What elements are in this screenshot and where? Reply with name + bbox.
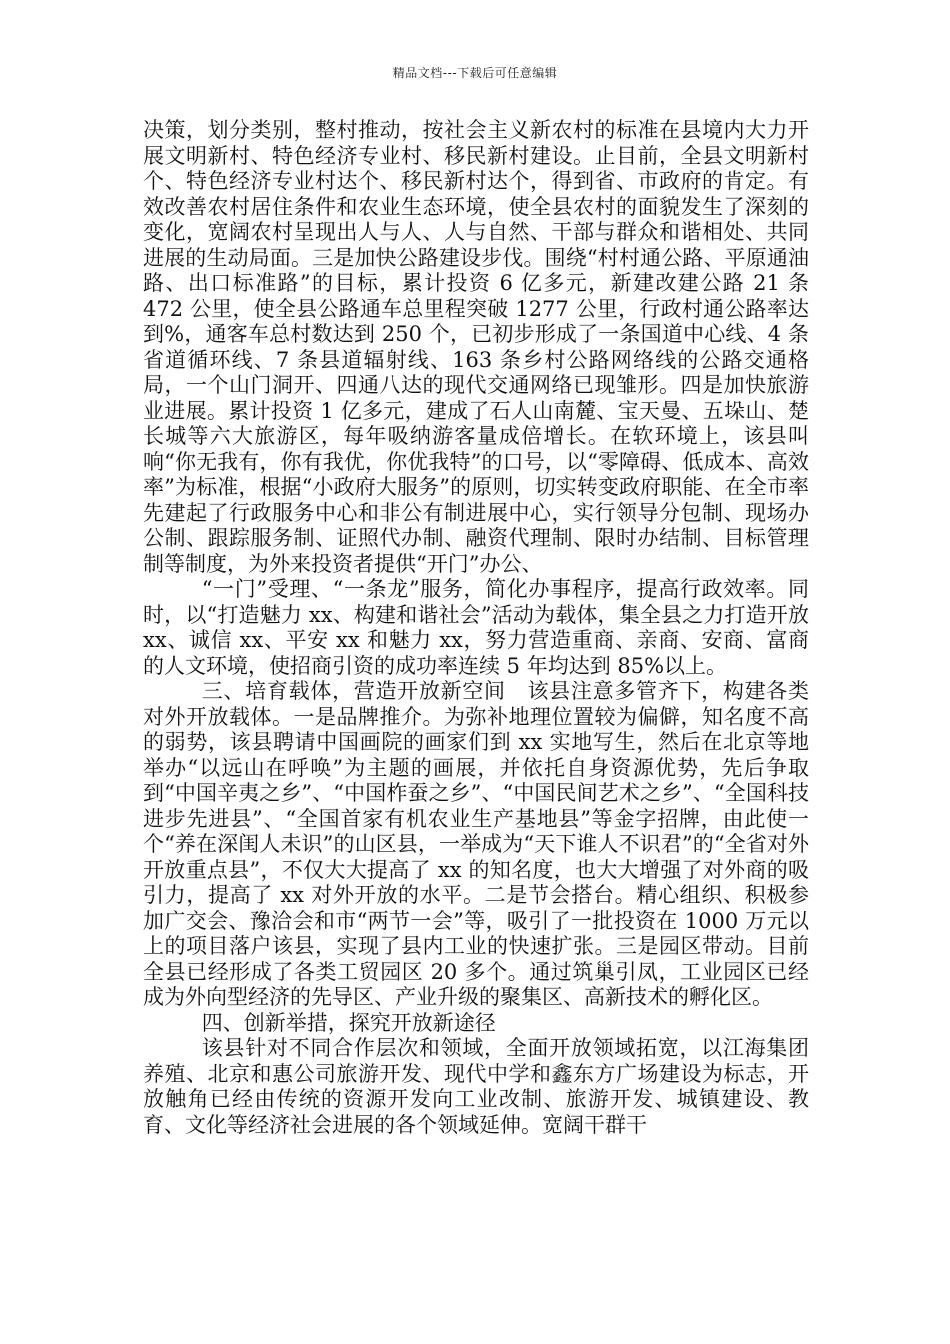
paragraph: 该县针对不同合作层次和领域，全面开放领域拓宽，以江海集团养殖、北京和惠公司旅游开发、现代中学和鑫东方广场建设为标志，开放触角已经由传统的资源开发向工业改制、旅游开发、城镇建设、教育、文化等经济社会进展的各个领域延伸。宽阔干群干: [143, 1036, 809, 1137]
paragraph: 决策，划分类别，整村推动，按社会主义新农村的标准在县境内大力开展文明新村、特色经济专业村、移民新村建设。止目前，全县文明新村个、特色经济专业村达个、移民新村达个，得到省、市政府的肯定。有效改善农村居住条件和农业生态环境，使全县农村的面貌发生了深刻的变化，宽阔农村呈现出人与人、人与自然、干部与群众和谐相处、共同进展的生动局面。三是加快公路建设步伐。围绕“村村通公路、平原通油路、出口标准路”的目标，累计投资 6 亿多元，新建改建公路 21 条 472 公里，使全县公路通车总里程突破 1277 公里，行政村通公路率达到%，通客车总村数达到 250 个，已初步形成了一条国道中心线、4 条省道循环线、7 条县道辐射线、163 条乡村公路网络线的公路交通格局，一个山门洞开、四通八达的现代交通网络已现雏形。四是加快旅游业进展。累计投资 1 亿多元，建成了石人山南麓、宝天曼、五垛山、楚长城等六大旅游区，每年吸纳游客量成倍增长。在软环境上，该县叫响“你无我有，你有我优，你优我特”的口号，以“零障碍、低成本、高效率”为标准，根据“小政府大服务”的原则，切实转变政府职能、在全市率先建起了行政服务中心和非公有制进展中心，实行领导分包制、现场办公制、跟踪服务制、证照代办制、融资代理制、限时办结制、目标管理制等制度，为外来投资者提供“开门”办公、: [143, 118, 809, 576]
section-heading: 四、创新举措，探究开放新途径: [201, 1010, 496, 1035]
paragraph: “一门”受理、“一条龙”服务，简化办事程序，提高行政效率。同时，以“打造魅力 xx、构建和谐社会”活动为载体，集全县之力打造开放 xx、诚信 xx、平安 xx 和魅力 xx，努力营造重商、亲商、安商、富商的人文环境，使招商引资的成功率连续 5 年均达到 85%以上。: [143, 577, 809, 678]
document-body: [143, 118, 809, 1138]
section-paragraph: 三、培育载体，营造开放新空间 该县注意多管齐下，构建各类对外开放载体。一是品牌推介。为弥补地理位置较为偏僻，知名度不高的弱势，该县聘请中国画院的画家们到 xx 实地写生，然后在北京等地举办“以远山在呼唤”为主题的画展，并依托自身资源优势，先后争取到“中国辛夷之乡”、“中国柞蚕之乡”、“中国民间艺术之乡”、“全国科技进步先进县”、“全国首家有机农业生产基地县”等金字招牌，由此使一个“养在深闺人未识”的山区县，一举成为“天下谁人不识君”的“全省对外开放重点县”，不仅大大提高了 xx 的知名度，也大大增强了对外商的吸引力，提高了 xx 对外开放的水平。二是节会搭台。精心组织、积极参加广交会、豫洽会和市“两节一会”等，吸引了一批投资在 1000 万元以上的项目落户该县，实现了县内工业的快速扩张。三是园区带动。目前全县已经形成了各类工贸园区 20 多个。通过筑巢引凤，工业园区已经成为外向型经济的先导区、产业升级的聚集区、高新技术的孵化区。: [143, 679, 809, 1009]
page-header: 精品文档---下载后可任意编辑: [392, 66, 558, 80]
